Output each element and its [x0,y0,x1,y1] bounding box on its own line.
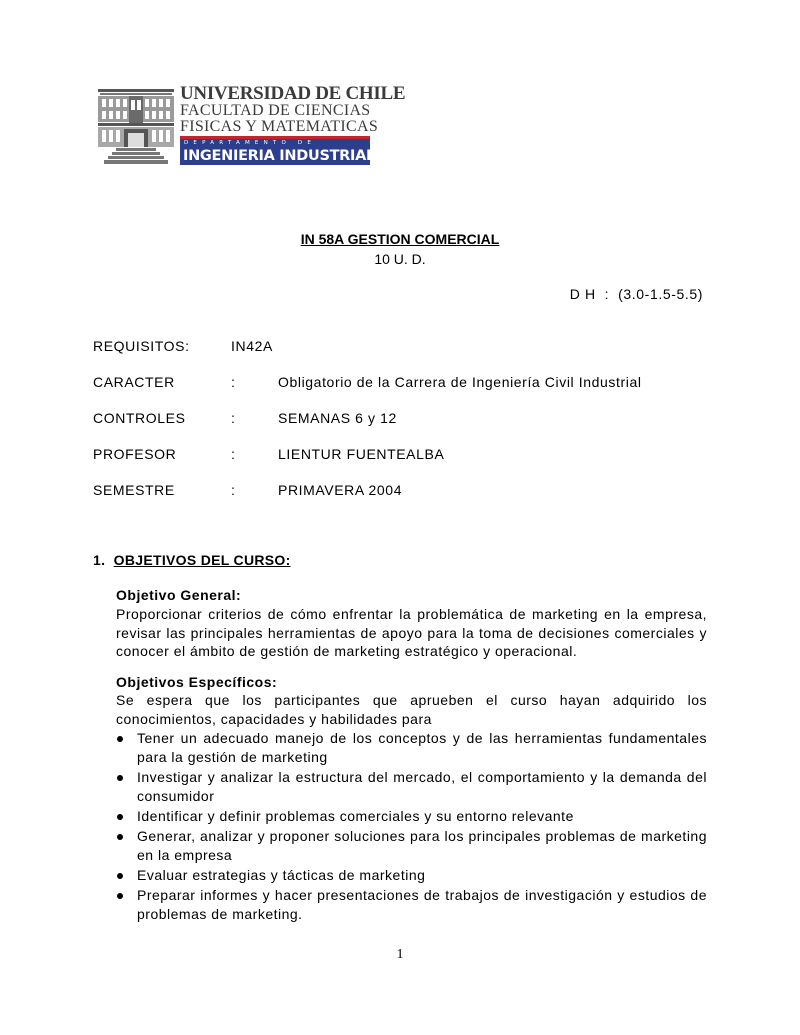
bullet-icon [117,814,123,820]
info-label: CARACTER [93,374,175,390]
bullet-icon [117,873,123,879]
section-title-text: OBJETIVOS DEL CURSO: [113,552,291,568]
info-colon: : [231,374,236,390]
info-colon: : [231,482,236,498]
section-heading [93,552,291,568]
logo-department-label: DEPARTAMENTO DE [184,140,317,146]
info-row-requisitos [93,338,713,358]
info-row-controles [93,410,713,430]
logo-university-name: UNIVERSIDAD DE CHILE [180,83,406,104]
bullet-icon [117,775,123,781]
general-objective-text: Proporcionar criterios de cómo enfrentar la problemática de marketing en la empresa, revisar las principales herramientas de apoyo para la toma de decisiones comerciales y conocer el ámbito de gestión de marketing estratégico y operacional. [116,606,707,659]
info-label: SEMESTRE [93,482,175,498]
bullet-icon [117,736,123,742]
logo-department-band [180,136,375,165]
general-objective-heading: Objetivo General: [116,587,242,603]
course-title-text: IN 58A GESTION COMERCIAL [300,231,500,247]
course-title [0,231,800,247]
bullet-icon [117,893,123,899]
info-colon: : [231,410,236,426]
list-item-text: Investigar y analizar la estructura del mercado, el comportamiento y la demanda del consumidor [137,769,707,804]
university-logo [96,83,406,167]
info-row-semestre [93,482,713,502]
list-item [116,886,707,924]
list-item-text: Preparar informes y hacer presentaciones de trabajos de investigación y estudios de problemas de marketing. [137,887,707,922]
info-colon: : [231,446,236,462]
specific-objectives-list [116,729,707,925]
info-row-caracter [93,374,713,394]
section-number: 1. [93,552,106,568]
specific-objectives-intro: Se espera que los participantes que aprueben el curso hayan adquirido los conocimientos, capacidades y habilidades para [116,692,707,727]
info-label: REQUISITOS: [93,338,190,354]
info-value: LIENTUR FUENTEALBA [278,446,445,462]
list-item [116,807,707,826]
logo-faculty-line-2: FISICAS Y MATEMATICAS [180,118,379,135]
course-units: 10 U. D. [374,251,426,267]
logo-faculty-line-1: FACULTAD DE CIENCIAS [180,102,371,119]
info-label: CONTROLES [93,410,186,426]
list-item [116,827,707,865]
logo-department-name: INGENIERIA INDUSTRIAL [183,148,375,164]
specific-objectives-heading: Objetivos Específicos: [116,674,278,690]
list-item [116,866,707,885]
list-item-text: Evaluar estrategias y tácticas de marketing [137,867,426,883]
info-label: PROFESOR [93,446,177,462]
list-item-text: Identificar y definir problemas comerciales y su entorno relevante [137,808,574,824]
info-row-profesor [93,446,713,466]
bullet-icon [117,834,123,840]
info-value: PRIMAVERA 2004 [278,482,403,498]
list-item-text: Tener un adecuado manejo de los conceptos y de las herramientas fundamentales para la gestión de marketing [137,730,707,765]
info-value: IN42A [231,338,273,354]
info-value: Obligatorio de la Carrera de Ingeniería Civil Industrial [278,374,642,390]
list-item-text: Generar, analizar y proponer soluciones para los principales problemas de marketing en la empresa [137,828,707,863]
building-emblem-icon [96,85,176,165]
page-number: 1 [396,947,404,962]
list-item [116,729,707,767]
course-dh: D H : (3.0-1.5-5.5) [569,286,703,302]
list-item [116,768,707,806]
info-value: SEMANAS 6 y 12 [278,410,397,426]
